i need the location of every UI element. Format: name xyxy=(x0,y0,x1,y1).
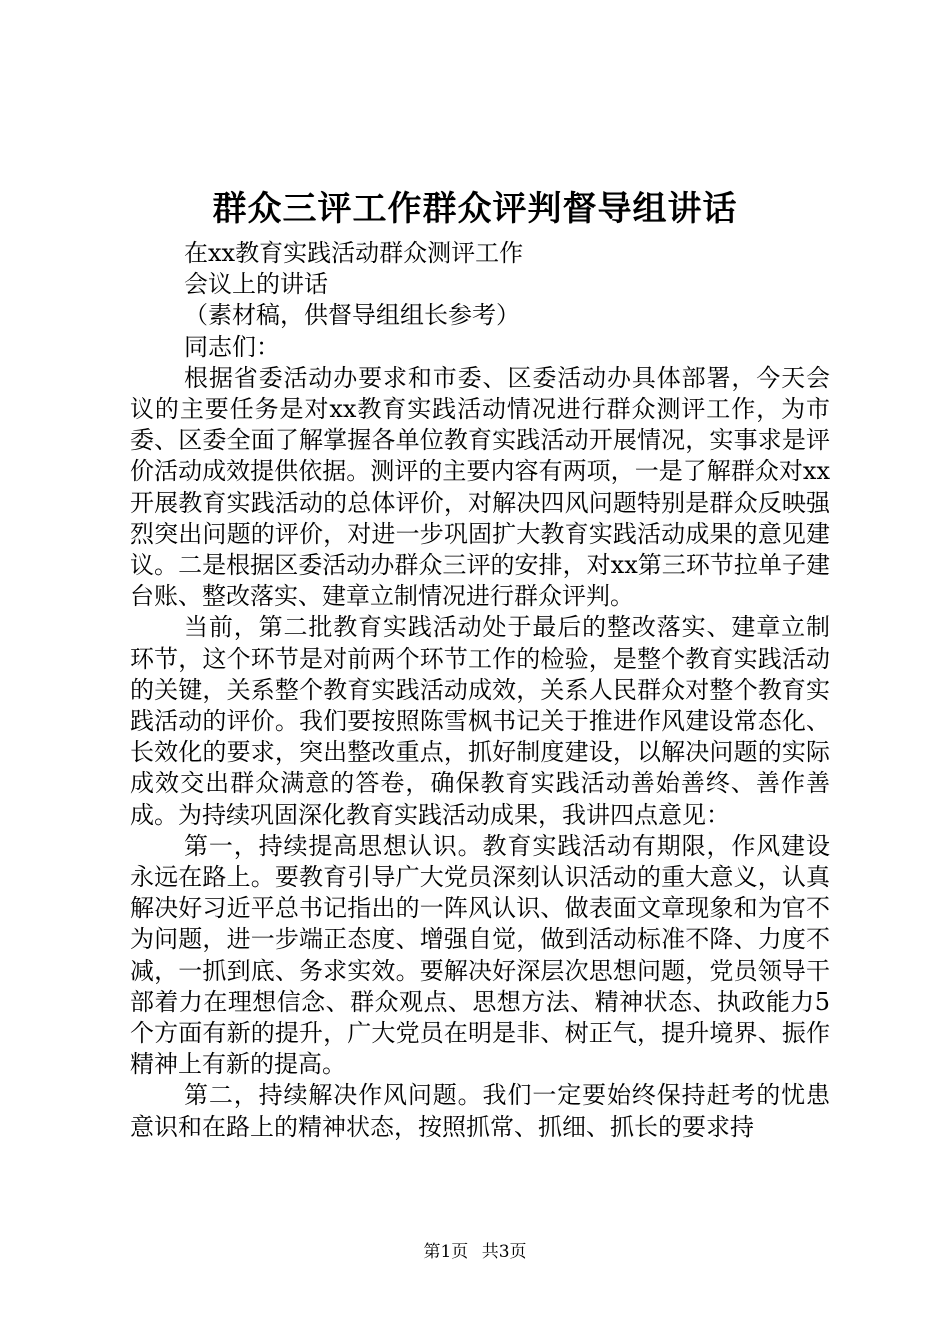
header-line: 在xx教育实践活动群众测评工作 xyxy=(184,239,524,267)
page-number: 第1页 xyxy=(423,1242,469,1262)
header-line: （素材稿，供督导组组长参考） xyxy=(184,301,520,330)
header-line: 会议上的讲话 xyxy=(184,270,328,299)
body-paragraph: 当前，第二批教育实践活动处于最后的整改落实、建章立制环节，这个环节是对前两个环节工作的检验，是整个教育实践活动的关键，关系整个教育实践活动成效，关系人民群众对整个教育实践活动的评价。我们要按照陈雪枫书记关于推进作风建设常态化、长效化的要求，突出整改重点，抓好制度建设，以解决问题的实际成效交出群众满意的答卷，确保教育实践活动善始善终、善作善成。为持续巩固深化教育实践活动成果，我讲四点意见： xyxy=(130,613,830,829)
body-paragraph: 第一，持续提高思想认识。教育实践活动有期限，作风建设永远在路上。要教育引导广大党员深刻认识活动的重大意义，认真解决好习近平总书记指出的一阵风认识、做表面文章现象和为官不为问题，进一步端正态度、增强自觉，做到活动标准不降、力度不减，一抓到底、务求实效。要解决好深层次思想问题，党员领导干部着力在理想信念、群众观点、思想方法、精神状态、执政能力5个方面有新的提升，广大党员在明是非、树正气，提升境界、振作精神上有新的提高。 xyxy=(130,831,830,1079)
body-paragraph: 根据省委活动办要求和市委、区委活动办具体部署，今天会议的主要任务是对xx教育实践活动情况进行群众测评工作，为市委、区委全面了解掌握各单位教育实践活动开展情况，实事求是评价活动成效提供依据。测评的主要内容有两项，一是了解群众对xx开展教育实践活动的总体评价，对解决四风问题特别是群众反映强烈突出问题的评价，对进一步巩固扩大教育实践活动成果的意见建议。二是根据区委活动办群众三评的安排，对xx第三环节拉单子建台账、整改落实、建章立制情况进行群众评判。 xyxy=(130,363,830,611)
page-footer xyxy=(0,1240,950,1264)
body-paragraph: 第二，持续解决作风问题。我们一定要始终保持赶考的忧患意识和在路上的精神状态，按照抓常、抓细、抓长的要求持 xyxy=(130,1081,830,1141)
page-total: 共3页 xyxy=(481,1242,527,1262)
salutation: 同志们： xyxy=(184,332,280,361)
document-title: 群众三评工作群众评判督导组讲话 xyxy=(212,189,738,229)
document-body xyxy=(130,238,830,1143)
